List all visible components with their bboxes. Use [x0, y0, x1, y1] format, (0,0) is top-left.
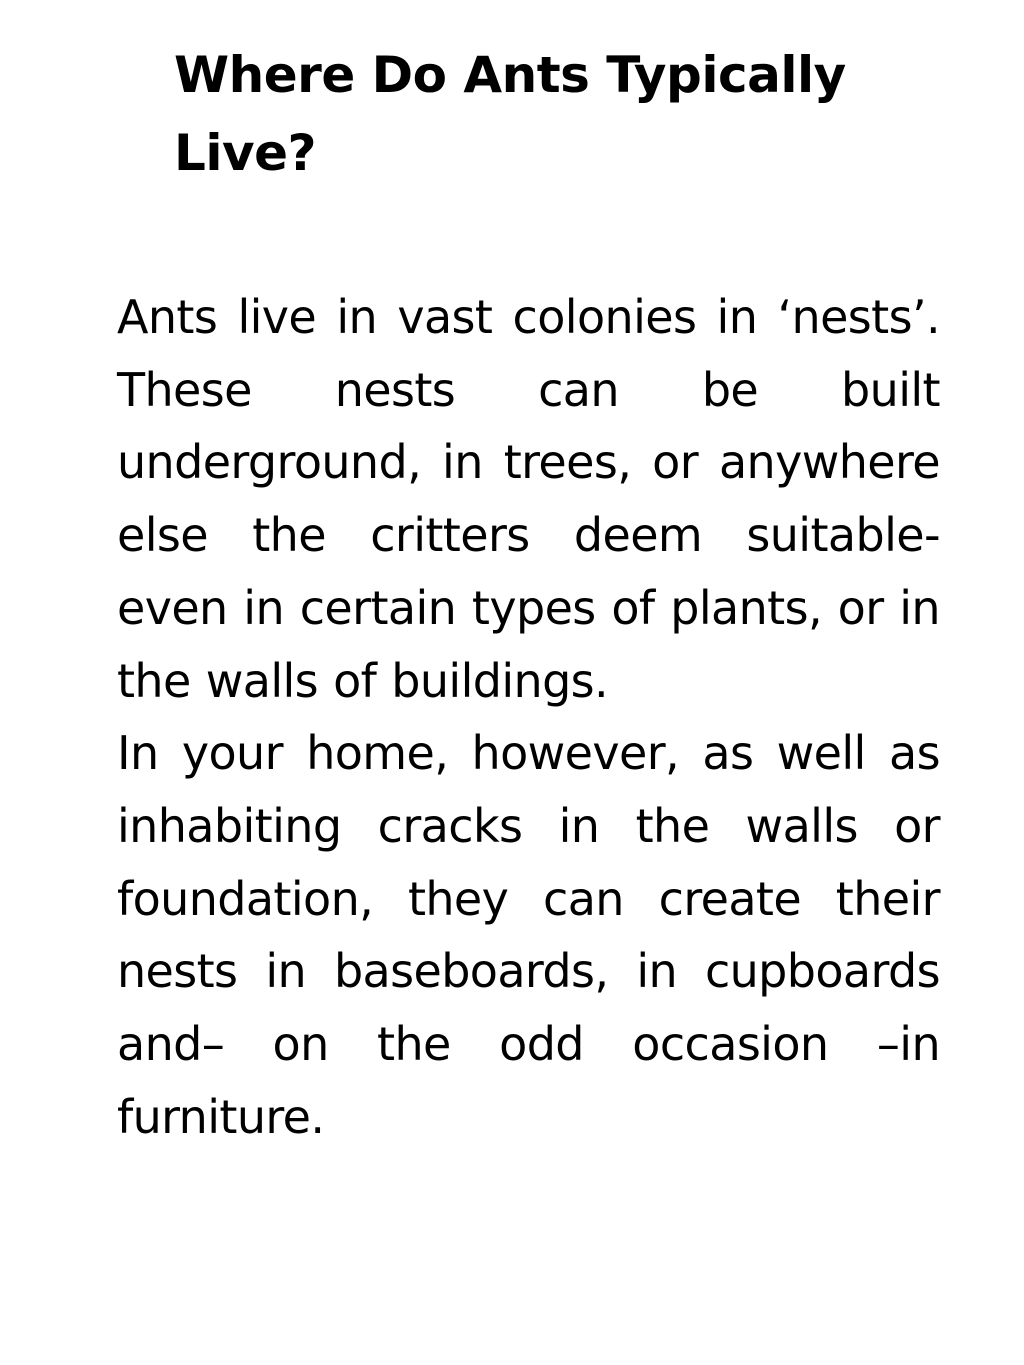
slide-title: Where Do Ants Typically Live?	[174, 46, 846, 182]
body-paragraph-2: In your home, however, as well as inhabiting cracks in the walls or foundation, they can create their nests in baseboards, in cupboards and– on the odd occasion –in furniture.	[117, 726, 940, 1144]
slide-body	[117, 281, 940, 1153]
body-paragraph-1: Ants live in vast colonies in ‘nests’. These nests can be built underground, in trees, or anywhere else the critters deem suitable- even in certain types of plants, or in the walls of buildings.	[117, 290, 940, 708]
